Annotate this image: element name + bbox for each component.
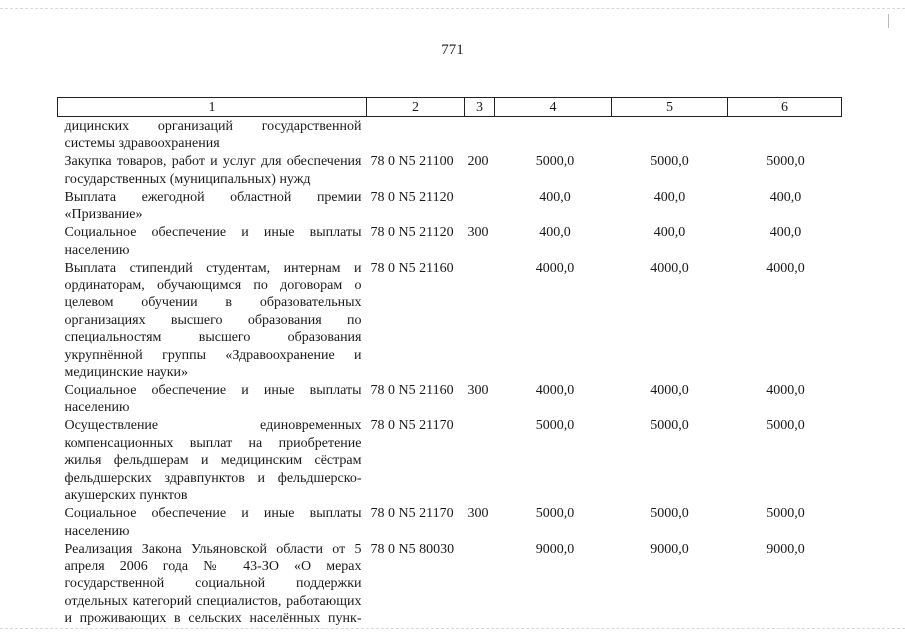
- scan-bottom-edge: [0, 628, 905, 630]
- row-description: Закупка товаров, работ и услуг для обеспечения государственных (муниципальных) нужд: [64, 154, 362, 187]
- row-value-col5: 400,0: [653, 189, 686, 205]
- row-target-code: 78 0 N5 21170: [370, 418, 454, 434]
- table-row: [58, 417, 842, 505]
- row-value-col5: [612, 117, 728, 154]
- row-target-code: 78 0 N5 21160: [370, 383, 454, 399]
- row-value-col5: 5000,0: [650, 506, 689, 522]
- row-description: Осуществление единовременных компенсационных выплат на приобретение жилья фельдшерам и медицинским сёстрам фельдшерских здравпунктов и фельдшерско-акушерских пунктов: [64, 418, 362, 504]
- budget-table: [57, 97, 842, 628]
- row-value-col6: 4000,0: [766, 260, 805, 276]
- row-value-col4: 5000,0: [535, 154, 575, 170]
- row-description: Выплата стипендий студентам, интернам и ординаторам, обучающимся по договорам о целевом обучении в образовательных организациях высшего образования по специальностям высшего образования укрупнённой группы «Здравоохранение и медицинские науки»: [64, 260, 362, 381]
- row-target-code: 78 0 N5 21170: [370, 506, 454, 522]
- page-number: 771: [441, 42, 464, 58]
- row-description: Социальное обеспечение и иные выплаты населению: [64, 506, 362, 539]
- row-value-col4: 9000,0: [535, 541, 575, 557]
- table-row: [58, 189, 842, 224]
- scan-top-edge: [0, 8, 905, 10]
- row-value-col4: 4000,0: [535, 260, 575, 276]
- table-row: [58, 382, 842, 417]
- row-value-col4: 5000,0: [535, 506, 575, 522]
- row-target-code: 78 0 N5 21120: [370, 189, 454, 205]
- row-expense-type: 300: [467, 383, 489, 399]
- row-value-col6: 4000,0: [766, 383, 805, 399]
- row-target-code: 78 0 N5 21160: [370, 260, 454, 276]
- row-value-col6: 400,0: [769, 225, 802, 241]
- column-header-6: 6: [728, 98, 842, 117]
- row-expense-type: [465, 417, 495, 505]
- row-expense-type: [465, 260, 495, 382]
- row-value-col4: 400,0: [539, 225, 571, 241]
- table-row: [58, 117, 842, 154]
- table-row: [58, 505, 842, 540]
- row-description: Реализация Закона Ульяновской области от 5 апреля 2006 года № 43-ЗО «О мерах государственной социальной поддержки отдельных категорий специалистов, работающих и проживающих в сельских населённых пунк-: [64, 541, 362, 627]
- column-header-2: 2: [367, 98, 465, 117]
- row-expense-type: [465, 189, 495, 224]
- row-value-col5: 9000,0: [650, 541, 689, 557]
- row-value-col5: 4000,0: [650, 383, 689, 399]
- row-expense-type: [465, 117, 495, 154]
- row-target-code: 78 0 N5 80030: [370, 541, 455, 557]
- row-value-col6: [728, 117, 842, 154]
- column-header-5: 5: [612, 98, 728, 117]
- row-value-col5: 4000,0: [650, 260, 689, 276]
- row-expense-type: 300: [467, 225, 489, 241]
- table-row: [58, 153, 842, 188]
- row-target-code: [367, 117, 465, 154]
- row-description: Социальное обеспечение и иные выплаты населению: [64, 225, 362, 258]
- row-description: Социальное обеспечение и иные выплаты населению: [64, 383, 362, 416]
- table-row: [58, 260, 842, 382]
- column-header-4: 4: [495, 98, 612, 117]
- row-value-col4: [495, 117, 612, 154]
- column-header-3: 3: [465, 98, 495, 117]
- table-row: [58, 541, 842, 629]
- row-target-code: 78 0 N5 21120: [370, 225, 454, 241]
- row-expense-type: [465, 541, 495, 629]
- row-value-col6: 5000,0: [766, 154, 805, 170]
- row-expense-type: 200: [467, 154, 489, 170]
- row-description: Выплата ежегодной областной премии «Призвание»: [64, 189, 362, 223]
- row-value-col6: 5000,0: [766, 506, 805, 522]
- table-row: [58, 224, 842, 259]
- row-value-col4: 400,0: [539, 189, 571, 205]
- row-target-code: 78 0 N5 21100: [370, 154, 454, 170]
- scan-right-mark: [888, 14, 889, 28]
- row-value-col4: 5000,0: [535, 418, 575, 434]
- row-value-col6: 5000,0: [766, 418, 805, 434]
- row-value-col6: 9000,0: [766, 541, 805, 557]
- column-header-1: 1: [58, 98, 367, 117]
- row-value-col5: 5000,0: [650, 154, 689, 170]
- row-value-col5: 400,0: [653, 225, 686, 241]
- table-header-row: [58, 98, 842, 117]
- row-value-col6: 400,0: [769, 189, 802, 205]
- row-expense-type: 300: [467, 506, 489, 522]
- row-description: дицинских организаций государственной системы здравоохранения: [64, 119, 362, 152]
- row-value-col4: 4000,0: [535, 383, 575, 399]
- row-value-col5: 5000,0: [650, 418, 689, 434]
